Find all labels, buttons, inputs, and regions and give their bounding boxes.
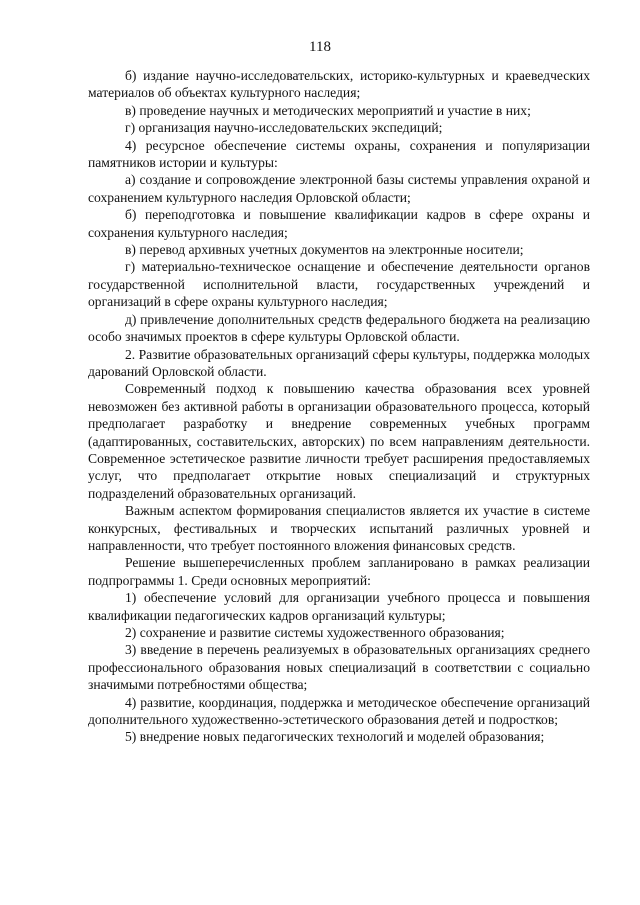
paragraph: б) переподготовка и повышение квалификации кадров в сфере охраны и сохранения культурного наследия; — [88, 207, 590, 240]
paragraph: 5) внедрение новых педагогических технологий и моделей образования; — [125, 729, 545, 745]
paragraph: г) материально-техническое оснащение и обеспечение деятельности органов государственной исполнительной власти, государственных учреждений и организаций в сфере охраны культурного наследия; — [88, 259, 590, 310]
paragraph: 4) ресурсное обеспечение системы охраны, сохранения и популяризации памятников истории и культуры: — [88, 137, 590, 171]
paragraph: Решение вышеперечисленных проблем запланировано в рамках реализации подпрограммы 1. Среди основных мероприятий: — [88, 555, 590, 588]
paragraph: г) организация научно-исследовательских экспедиций; — [125, 120, 443, 136]
page-number: 118 — [309, 39, 331, 55]
paragraph: а) создание и сопровождение электронной базы системы управления охраной и сохранением культурного наследия Орловской области; — [88, 172, 590, 205]
paragraph: Современный подход к повышению качества образования всех уровней невозможен без активной работы в организации образовательного процесса, который предполагает разработку и внедрение современных учебных программ (адаптированных, составительских, авторских) по всем направлениям деятельности. Современное эстетическое развитие личности требует расширения предоставляемых услуг, что предполагает открытие новых специализаций и структурных подразделений образовательных организаций. — [88, 381, 590, 501]
paragraph: 2) сохранение и развитие системы художественного образования; — [125, 625, 505, 640]
paragraph: д) привлечение дополнительных средств федерального бюджета на реализацию особо значимых проектов в сфере культуры Орловской области. — [88, 311, 590, 345]
paragraph: в) перевод архивных учетных документов на электронные носители; — [125, 242, 524, 258]
paragraph: Важным аспектом формирования специалистов является их участие в системе конкурсных, фестивальных и творческих испытаний различных уровней и направленности, что требует постоянного вложения финансовых средств. — [88, 503, 590, 553]
paragraph: 1) обеспечение условий для организации учебного процесса и повышения квалификации педагогических кадров организаций культуры; — [88, 590, 590, 623]
paragraph: б) издание научно-исследовательских, историко-культурных и краеведческих материалов об объектах культурного наследия; — [88, 68, 590, 101]
paragraph: 4) развитие, координация, поддержка и методическое обеспечение организаций дополнительного художественно-эстетического образования детей и подростков; — [88, 694, 590, 728]
section-heading: 2. Развитие образовательных организаций сферы культуры, поддержка молодых дарований Орловской области. — [88, 346, 590, 379]
paragraph: в) проведение научных и методических мероприятий и участие в них; — [125, 102, 531, 118]
page-body — [88, 67, 590, 746]
paragraph: 3) введение в перечень реализуемых в образовательных организациях среднего профессионального образования новых специализаций в соответствии с социально значимыми потребностями общества; — [88, 642, 590, 693]
